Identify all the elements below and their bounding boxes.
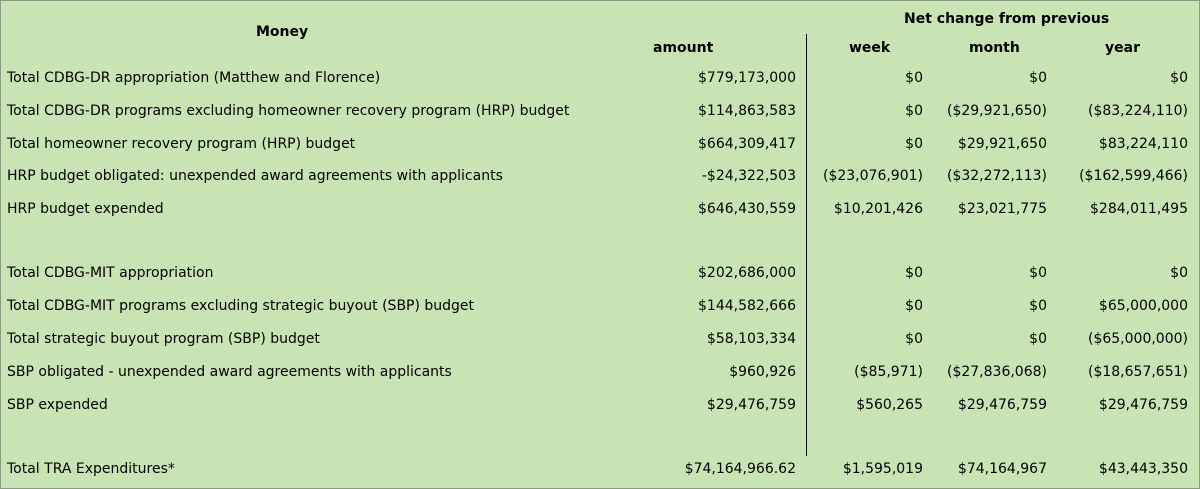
row-week: $1,595,019 bbox=[842, 461, 923, 477]
row-amount: $114,863,583 bbox=[698, 103, 796, 119]
row-week: $0 bbox=[905, 103, 923, 119]
row-month: ($27,836,068) bbox=[947, 364, 1047, 380]
row-year: ($65,000,000) bbox=[1088, 331, 1188, 347]
row-year: $65,000,000 bbox=[1098, 298, 1188, 314]
table-row bbox=[1, 294, 1199, 318]
row-month: $0 bbox=[1029, 331, 1047, 347]
row-label: SBP obligated - unexpended award agreements with applicants bbox=[7, 364, 452, 380]
row-week: $0 bbox=[905, 70, 923, 86]
row-label: Total TRA Expenditures* bbox=[7, 461, 175, 477]
row-amount: $144,582,666 bbox=[698, 298, 796, 314]
row-month: $0 bbox=[1029, 298, 1047, 314]
row-month: ($29,921,650) bbox=[947, 103, 1047, 119]
row-week: $0 bbox=[905, 298, 923, 314]
row-year: $0 bbox=[1170, 265, 1188, 281]
row-amount: $664,309,417 bbox=[698, 136, 796, 152]
row-year: ($162,599,466) bbox=[1079, 168, 1188, 184]
row-year: $0 bbox=[1170, 70, 1188, 86]
row-year: $43,443,350 bbox=[1098, 461, 1188, 477]
table-row bbox=[1, 66, 1199, 90]
row-year: ($83,224,110) bbox=[1088, 103, 1188, 119]
row-month: $74,164,967 bbox=[957, 461, 1047, 477]
row-amount: -$24,322,503 bbox=[701, 168, 796, 184]
header-net-change: Net change from previous bbox=[904, 11, 1110, 27]
row-label: SBP expended bbox=[7, 397, 108, 413]
row-amount: $29,476,759 bbox=[706, 397, 796, 413]
header-amount: amount bbox=[653, 40, 714, 56]
row-label: Total CDBG-MIT appropriation bbox=[7, 265, 214, 281]
row-label: HRP budget obligated: unexpended award agreements with applicants bbox=[7, 168, 503, 184]
row-month: $29,921,650 bbox=[957, 136, 1047, 152]
row-label: Total CDBG-DR programs excluding homeowner recovery program (HRP) budget bbox=[7, 103, 570, 119]
header-month: month bbox=[969, 40, 1020, 56]
row-month: $0 bbox=[1029, 265, 1047, 281]
table-row bbox=[1, 327, 1199, 351]
row-year: ($18,657,651) bbox=[1088, 364, 1188, 380]
table-row bbox=[1, 197, 1199, 221]
row-week: $0 bbox=[905, 331, 923, 347]
header-week: week bbox=[849, 40, 891, 56]
row-label: Total CDBG-DR appropriation (Matthew and Florence) bbox=[7, 70, 381, 86]
row-month: ($32,272,113) bbox=[947, 168, 1047, 184]
row-year: $83,224,110 bbox=[1098, 136, 1188, 152]
row-week: $10,201,426 bbox=[833, 201, 923, 217]
table-row bbox=[1, 164, 1199, 188]
header-money: Money bbox=[256, 24, 309, 40]
row-amount: $58,103,334 bbox=[706, 331, 796, 347]
row-year: $29,476,759 bbox=[1098, 397, 1188, 413]
row-year: $284,011,495 bbox=[1090, 201, 1188, 217]
row-week: $560,265 bbox=[856, 397, 923, 413]
header-year: year bbox=[1105, 40, 1140, 56]
row-label: HRP budget expended bbox=[7, 201, 164, 217]
row-amount: $960,926 bbox=[729, 364, 796, 380]
table-row bbox=[1, 132, 1199, 156]
row-week: ($23,076,901) bbox=[823, 168, 923, 184]
row-label: Total CDBG-MIT programs excluding strategic buyout (SBP) budget bbox=[7, 298, 475, 314]
row-label: Total strategic buyout program (SBP) budget bbox=[7, 331, 320, 347]
row-month: $29,476,759 bbox=[957, 397, 1047, 413]
table-row-total bbox=[1, 457, 1199, 481]
table-row bbox=[1, 99, 1199, 123]
table-row bbox=[1, 393, 1199, 417]
table-row bbox=[1, 261, 1199, 285]
row-amount: $202,686,000 bbox=[698, 265, 796, 281]
row-week: $0 bbox=[905, 136, 923, 152]
row-label: Total homeowner recovery program (HRP) budget bbox=[7, 136, 356, 152]
table-row bbox=[1, 360, 1199, 384]
row-week: $0 bbox=[905, 265, 923, 281]
row-month: $23,021,775 bbox=[957, 201, 1047, 217]
row-month: $0 bbox=[1029, 70, 1047, 86]
row-amount: $74,164,966.62 bbox=[684, 461, 796, 477]
row-amount: $779,173,000 bbox=[698, 70, 796, 86]
row-week: ($85,971) bbox=[854, 364, 923, 380]
row-amount: $646,430,559 bbox=[698, 201, 796, 217]
